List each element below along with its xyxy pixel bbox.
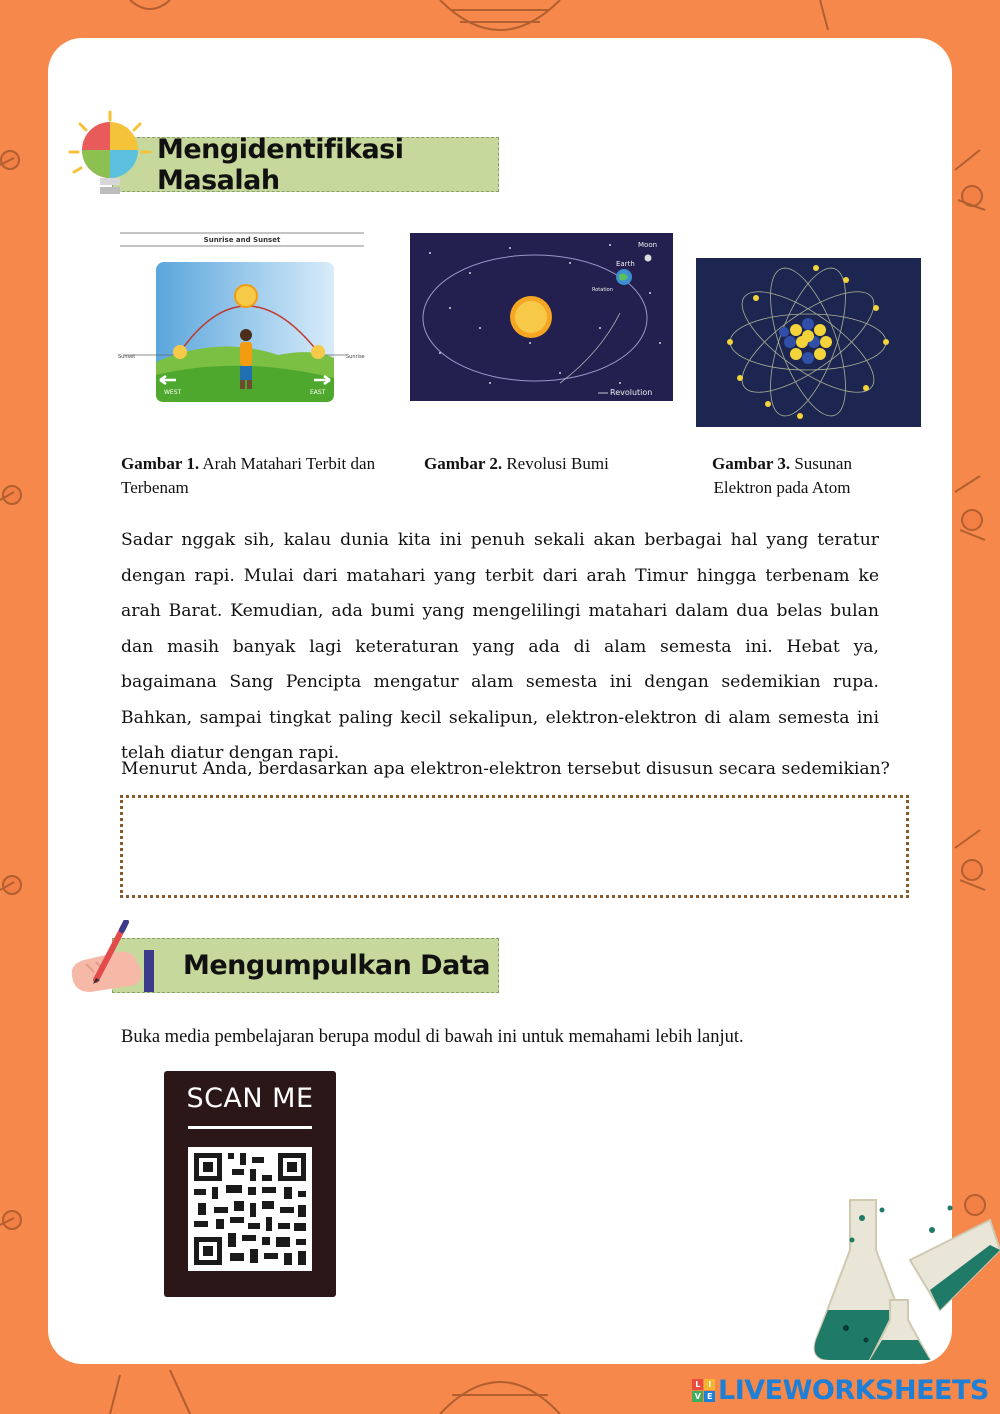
hand-pencil-icon xyxy=(66,920,158,1000)
answer-input[interactable] xyxy=(120,795,909,898)
caption-figure-1-text: Arah Matahari Terbit dan Terbenam xyxy=(121,454,376,497)
figure2-label-rotation: Rotation xyxy=(592,287,613,293)
figure-earth-revolution xyxy=(410,233,673,401)
figure1-label-sunrise: Sunrise xyxy=(346,354,365,360)
liveworksheets-badge-icon xyxy=(692,1379,715,1402)
liveworksheets-logo xyxy=(692,1374,989,1406)
lightbulb-puzzle-icon xyxy=(68,110,152,200)
figure2-label-moon: Moon xyxy=(638,241,658,249)
caption-figure-2 xyxy=(424,452,664,476)
section-title-text: Mengidentifikasi Masalah xyxy=(157,133,404,196)
figure2-label-revolution: Revolution xyxy=(610,388,653,397)
section-title-collect-data xyxy=(112,938,499,993)
qr-code-card[interactable] xyxy=(164,1071,336,1297)
section-title-text: Mengumpulkan Data xyxy=(183,950,490,981)
figure1-inner-title: Sunrise and Sunset xyxy=(203,236,281,244)
figure-sunrise-sunset xyxy=(118,230,366,405)
liveworksheets-text: LIVEWORKSHEETS xyxy=(718,1374,989,1406)
caption-figure-1-label: Gambar 1. xyxy=(121,454,200,473)
figure1-label-sunset: Sunset xyxy=(118,354,136,360)
qr-code-icon[interactable] xyxy=(188,1147,312,1271)
badge-letter: L xyxy=(692,1379,703,1390)
caption-figure-1 xyxy=(121,452,381,500)
qr-scan-label: SCAN ME xyxy=(186,1083,314,1114)
caption-figure-3-text: Susunan Elektron pada Atom xyxy=(713,454,852,497)
question-text: Menurut Anda, berdasarkan apa elektron-elektron tersebut disusun secara sedemikian? xyxy=(121,759,890,779)
instruction-text: Buka media pembelajaran berupa modul di bawah ini untuk memahami lebih lanjut. xyxy=(121,1027,744,1047)
caption-figure-3-label: Gambar 3. xyxy=(712,454,791,473)
caption-figure-2-label: Gambar 2. xyxy=(424,454,503,473)
badge-letter: E xyxy=(704,1391,715,1402)
figure1-dir-east: EAST xyxy=(310,389,326,396)
qr-divider xyxy=(188,1126,312,1129)
section-title-identify-problem xyxy=(112,133,499,196)
badge-letter: V xyxy=(692,1391,703,1402)
lab-flasks-decoration xyxy=(790,1190,1000,1360)
caption-figure-3 xyxy=(702,452,862,500)
badge-letter: I xyxy=(704,1379,715,1390)
intro-paragraph: Sadar nggak sih, kalau dunia kita ini penuh sekali akan berbagai hal yang teratur dengan rapi. Mulai dari matahari yang terbit dari arah Timur hingga terbenam ke arah Barat. Kemudian, ada bumi yang mengelilingi matahari dalam dua belas bulan dan masih banyak lagi keteraturan yang ada di alam semesta ini. Hebat ya, bagaimana Sang Pencipta mengatur alam semesta ini dengan sedemikian rupa. Bahkan, sampai tingkat paling kecil sekalipun, elektron-elektron di alam semesta ini telah diatur dengan rapi. xyxy=(121,530,879,763)
caption-figure-2-text: Revolusi Bumi xyxy=(502,454,609,473)
figure2-label-earth: Earth xyxy=(616,260,635,268)
figure1-dir-west: WEST xyxy=(164,389,182,396)
figure-atom-electrons xyxy=(696,258,921,427)
